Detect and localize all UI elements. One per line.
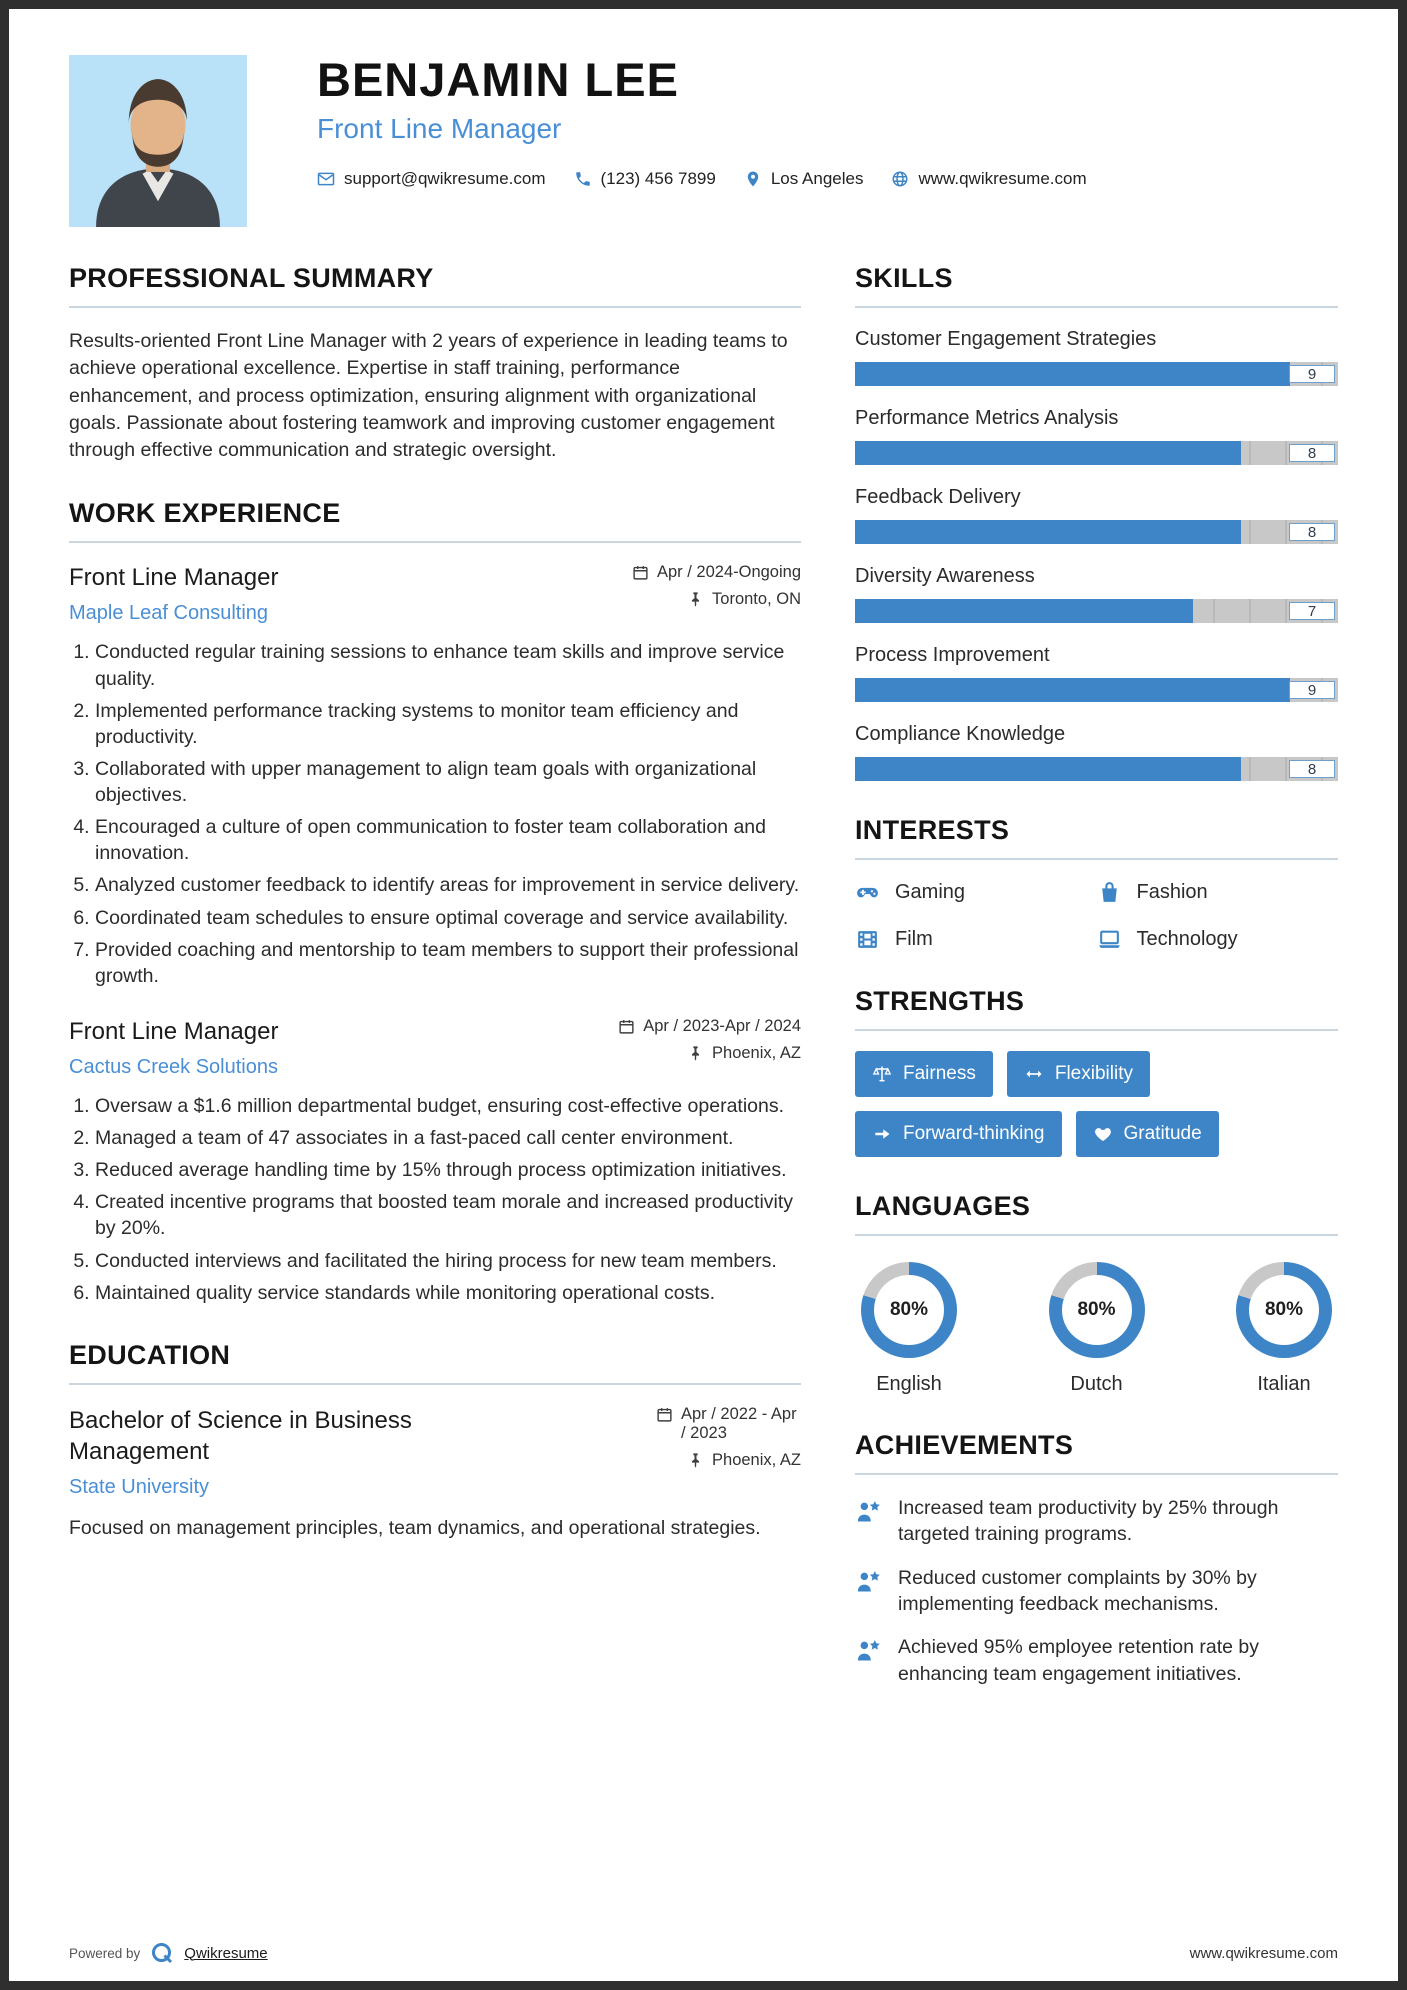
job-bullet: 5. Analyzed customer feedback to identify areas for improvement in service delivery. [95, 872, 801, 898]
job-bullet: 2. Managed a team of 47 associates in a fast-paced call center environment. [95, 1125, 801, 1151]
contact-website[interactable] [891, 169, 1086, 189]
job-bullet: 3. Collaborated with upper management to align team goals with organizational objectives. [95, 756, 801, 808]
achievement-item: Reduced customer complaints by 30% by implementing feedback mechanisms. [855, 1565, 1338, 1618]
skill-item: Customer Engagement Strategies 9 [855, 328, 1338, 386]
skill-score: 9 [1289, 365, 1335, 383]
footer-website[interactable]: www.qwikresume.com [1189, 1944, 1338, 1962]
qwikresume-link[interactable]: Qwikresume [184, 1944, 268, 1962]
section-experience [69, 498, 801, 1305]
pushpin-icon [687, 1452, 704, 1469]
interest-item: Technology [1097, 927, 1339, 952]
calendar-icon [656, 1406, 673, 1423]
achievements-heading: ACHIEVEMENTS [855, 1430, 1338, 1475]
skill-bar [855, 757, 1338, 781]
globe-icon [891, 170, 909, 188]
contact-email[interactable] [317, 169, 546, 189]
job-bullet: 6. Maintained quality service standards while monitoring operational costs. [95, 1280, 801, 1306]
contact-phone [574, 169, 716, 189]
email-icon [317, 170, 335, 188]
skill-item: Feedback Delivery 8 [855, 486, 1338, 544]
job-date: Apr / 2024-Ongoing [632, 563, 801, 582]
summary-text: Results-oriented Front Line Manager with 2 years of experience in leading teams to achieve operational excellence. Expertise in staff training, performance enhancement, and process optimization, ensuring alignment with organizational goals. Passionate about fostering teamwork and improving customer engagement through effective communication and strategic oversight. [69, 330, 788, 462]
job-bullet: 7. Provided coaching and mentorship to team members to support their professional growth. [95, 937, 801, 989]
person-title: Front Line Manager [317, 113, 562, 145]
job-bullet-list [69, 1093, 801, 1306]
section-summary [69, 263, 801, 464]
job-bullet: 4. Encouraged a culture of open communication to foster team collaboration and innovation. [95, 814, 801, 866]
job-location: Toronto, ON [687, 590, 801, 609]
job-bullet: 6. Coordinated team schedules to ensure optimal coverage and service availability. [95, 905, 801, 931]
language-donut-chart: 80% [861, 1262, 957, 1358]
job-company[interactable]: Maple Leaf Consulting [69, 602, 269, 625]
profile-photo [69, 55, 247, 227]
calendar-icon [632, 564, 649, 581]
arrow-right-icon [872, 1124, 892, 1144]
calendar-icon [618, 1018, 635, 1035]
shopping-bag-icon [1097, 880, 1122, 905]
language-donut-chart: 80% [1236, 1262, 1332, 1358]
skill-item: Process Improvement 9 [855, 644, 1338, 702]
job-entry [69, 563, 801, 989]
contact-phone-text: (123) 456 7899 [600, 169, 716, 189]
skill-score: 9 [1289, 681, 1335, 699]
footer [69, 1941, 1338, 1965]
gamepad-icon [855, 880, 880, 905]
skills-heading: SKILLS [855, 263, 1338, 308]
job-bullet: 2. Implemented performance tracking systems to monitor team efficiency and productivity. [95, 698, 801, 750]
contact-location-text: Los Angeles [770, 169, 864, 189]
location-pin-icon [744, 170, 762, 188]
education-heading: EDUCATION [69, 1340, 801, 1385]
skill-bar [855, 362, 1338, 386]
achievement-star-icon [855, 1636, 883, 1664]
job-date: Apr / 2023-Apr / 2024 [618, 1017, 801, 1036]
skill-bar [855, 441, 1338, 465]
heart-icon [1093, 1124, 1113, 1144]
education-date: Apr / 2022 - Apr / 2023 [656, 1405, 801, 1443]
language-donut-chart: 80% [1049, 1262, 1145, 1358]
contact-location [744, 169, 864, 189]
arrows-left-right-icon [1024, 1064, 1044, 1084]
laptop-icon [1097, 927, 1122, 952]
profile-photo-illustration [69, 55, 247, 227]
scale-icon [872, 1064, 892, 1084]
header [69, 55, 1338, 227]
job-bullet: 1. Conducted regular training sessions to enhance team skills and improve service quality. [95, 639, 801, 691]
degree-title: Bachelor of Science in Business Management [69, 1406, 412, 1466]
job-bullet: 5. Conducted interviews and facilitated the hiring process for new team members. [95, 1248, 801, 1274]
strengths-heading: STRENGTHS [855, 986, 1338, 1031]
achievement-item: Achieved 95% employee retention rate by enhancing team engagement initiatives. [855, 1634, 1338, 1687]
strength-pill: Gratitude [1076, 1111, 1219, 1157]
section-education [69, 1340, 801, 1543]
section-strengths [855, 986, 1338, 1157]
section-achievements [855, 1430, 1338, 1687]
job-company[interactable]: Cactus Creek Solutions [69, 1055, 278, 1078]
header-text [317, 55, 1087, 189]
languages-heading: LANGUAGES [855, 1191, 1338, 1236]
job-title: Front Line Manager [69, 1017, 279, 1045]
strength-pill: Fairness [855, 1051, 993, 1097]
section-skills [855, 263, 1338, 781]
left-column [69, 263, 801, 1721]
job-entry [69, 1017, 801, 1306]
pushpin-icon [687, 1045, 704, 1062]
skill-item: Diversity Awareness 7 [855, 565, 1338, 623]
skill-bar [855, 678, 1338, 702]
interest-item: Fashion [1097, 880, 1339, 905]
skill-score: 8 [1289, 523, 1335, 541]
contact-row [317, 169, 1087, 189]
qwikresume-logo-icon [150, 1941, 174, 1965]
summary-heading: PROFESSIONAL SUMMARY [69, 263, 801, 308]
job-bullet: 3. Reduced average handling time by 15% through process optimization initiatives. [95, 1157, 801, 1183]
skill-bar [855, 599, 1338, 623]
contact-email-text: support@qwikresume.com [344, 169, 546, 189]
job-bullet: 1. Oversaw a $1.6 million departmental budget, ensuring cost-effective operations. [95, 1093, 801, 1119]
pushpin-icon [687, 591, 704, 608]
phone-icon [574, 170, 592, 188]
skill-score: 8 [1289, 760, 1335, 778]
skill-score: 8 [1289, 444, 1335, 462]
right-column [855, 263, 1338, 1721]
achievement-star-icon [855, 1497, 883, 1525]
interests-heading: INTERESTS [855, 815, 1338, 860]
achievement-star-icon [855, 1567, 883, 1595]
job-bullet: 4. Created incentive programs that boosted team morale and increased productivity by 20%. [95, 1189, 801, 1241]
powered-by-label: Powered by [69, 1945, 141, 1961]
job-bullet-list [69, 639, 801, 989]
achievement-item: Increased team productivity by 25% through targeted training programs. [855, 1495, 1338, 1548]
language-item: 80% Dutch [1049, 1262, 1145, 1396]
experience-heading: WORK EXPERIENCE [69, 498, 801, 543]
section-interests [855, 815, 1338, 952]
job-location: Phoenix, AZ [687, 1044, 801, 1063]
language-item: 80% Italian [1236, 1262, 1332, 1396]
section-languages [855, 1191, 1338, 1396]
strength-pill: Forward-thinking [855, 1111, 1062, 1157]
skill-bar [855, 520, 1338, 544]
skill-item: Performance Metrics Analysis 8 [855, 407, 1338, 465]
interest-item: Gaming [855, 880, 1097, 905]
school-name[interactable]: State University [69, 1476, 210, 1499]
job-title: Front Line Manager [69, 564, 279, 592]
strength-pill: Flexibility [1007, 1051, 1150, 1097]
film-icon [855, 927, 880, 952]
education-description: Focused on management principles, team dynamics, and operational strategies. [69, 1517, 761, 1540]
skill-score: 7 [1289, 602, 1335, 620]
language-item: 80% English [861, 1262, 957, 1396]
education-location: Phoenix, AZ [687, 1451, 801, 1470]
interest-item: Film [855, 927, 1097, 952]
skill-item: Compliance Knowledge 8 [855, 723, 1338, 781]
contact-website-text: www.qwikresume.com [918, 169, 1087, 189]
person-name: BENJAMIN LEE [317, 53, 679, 106]
